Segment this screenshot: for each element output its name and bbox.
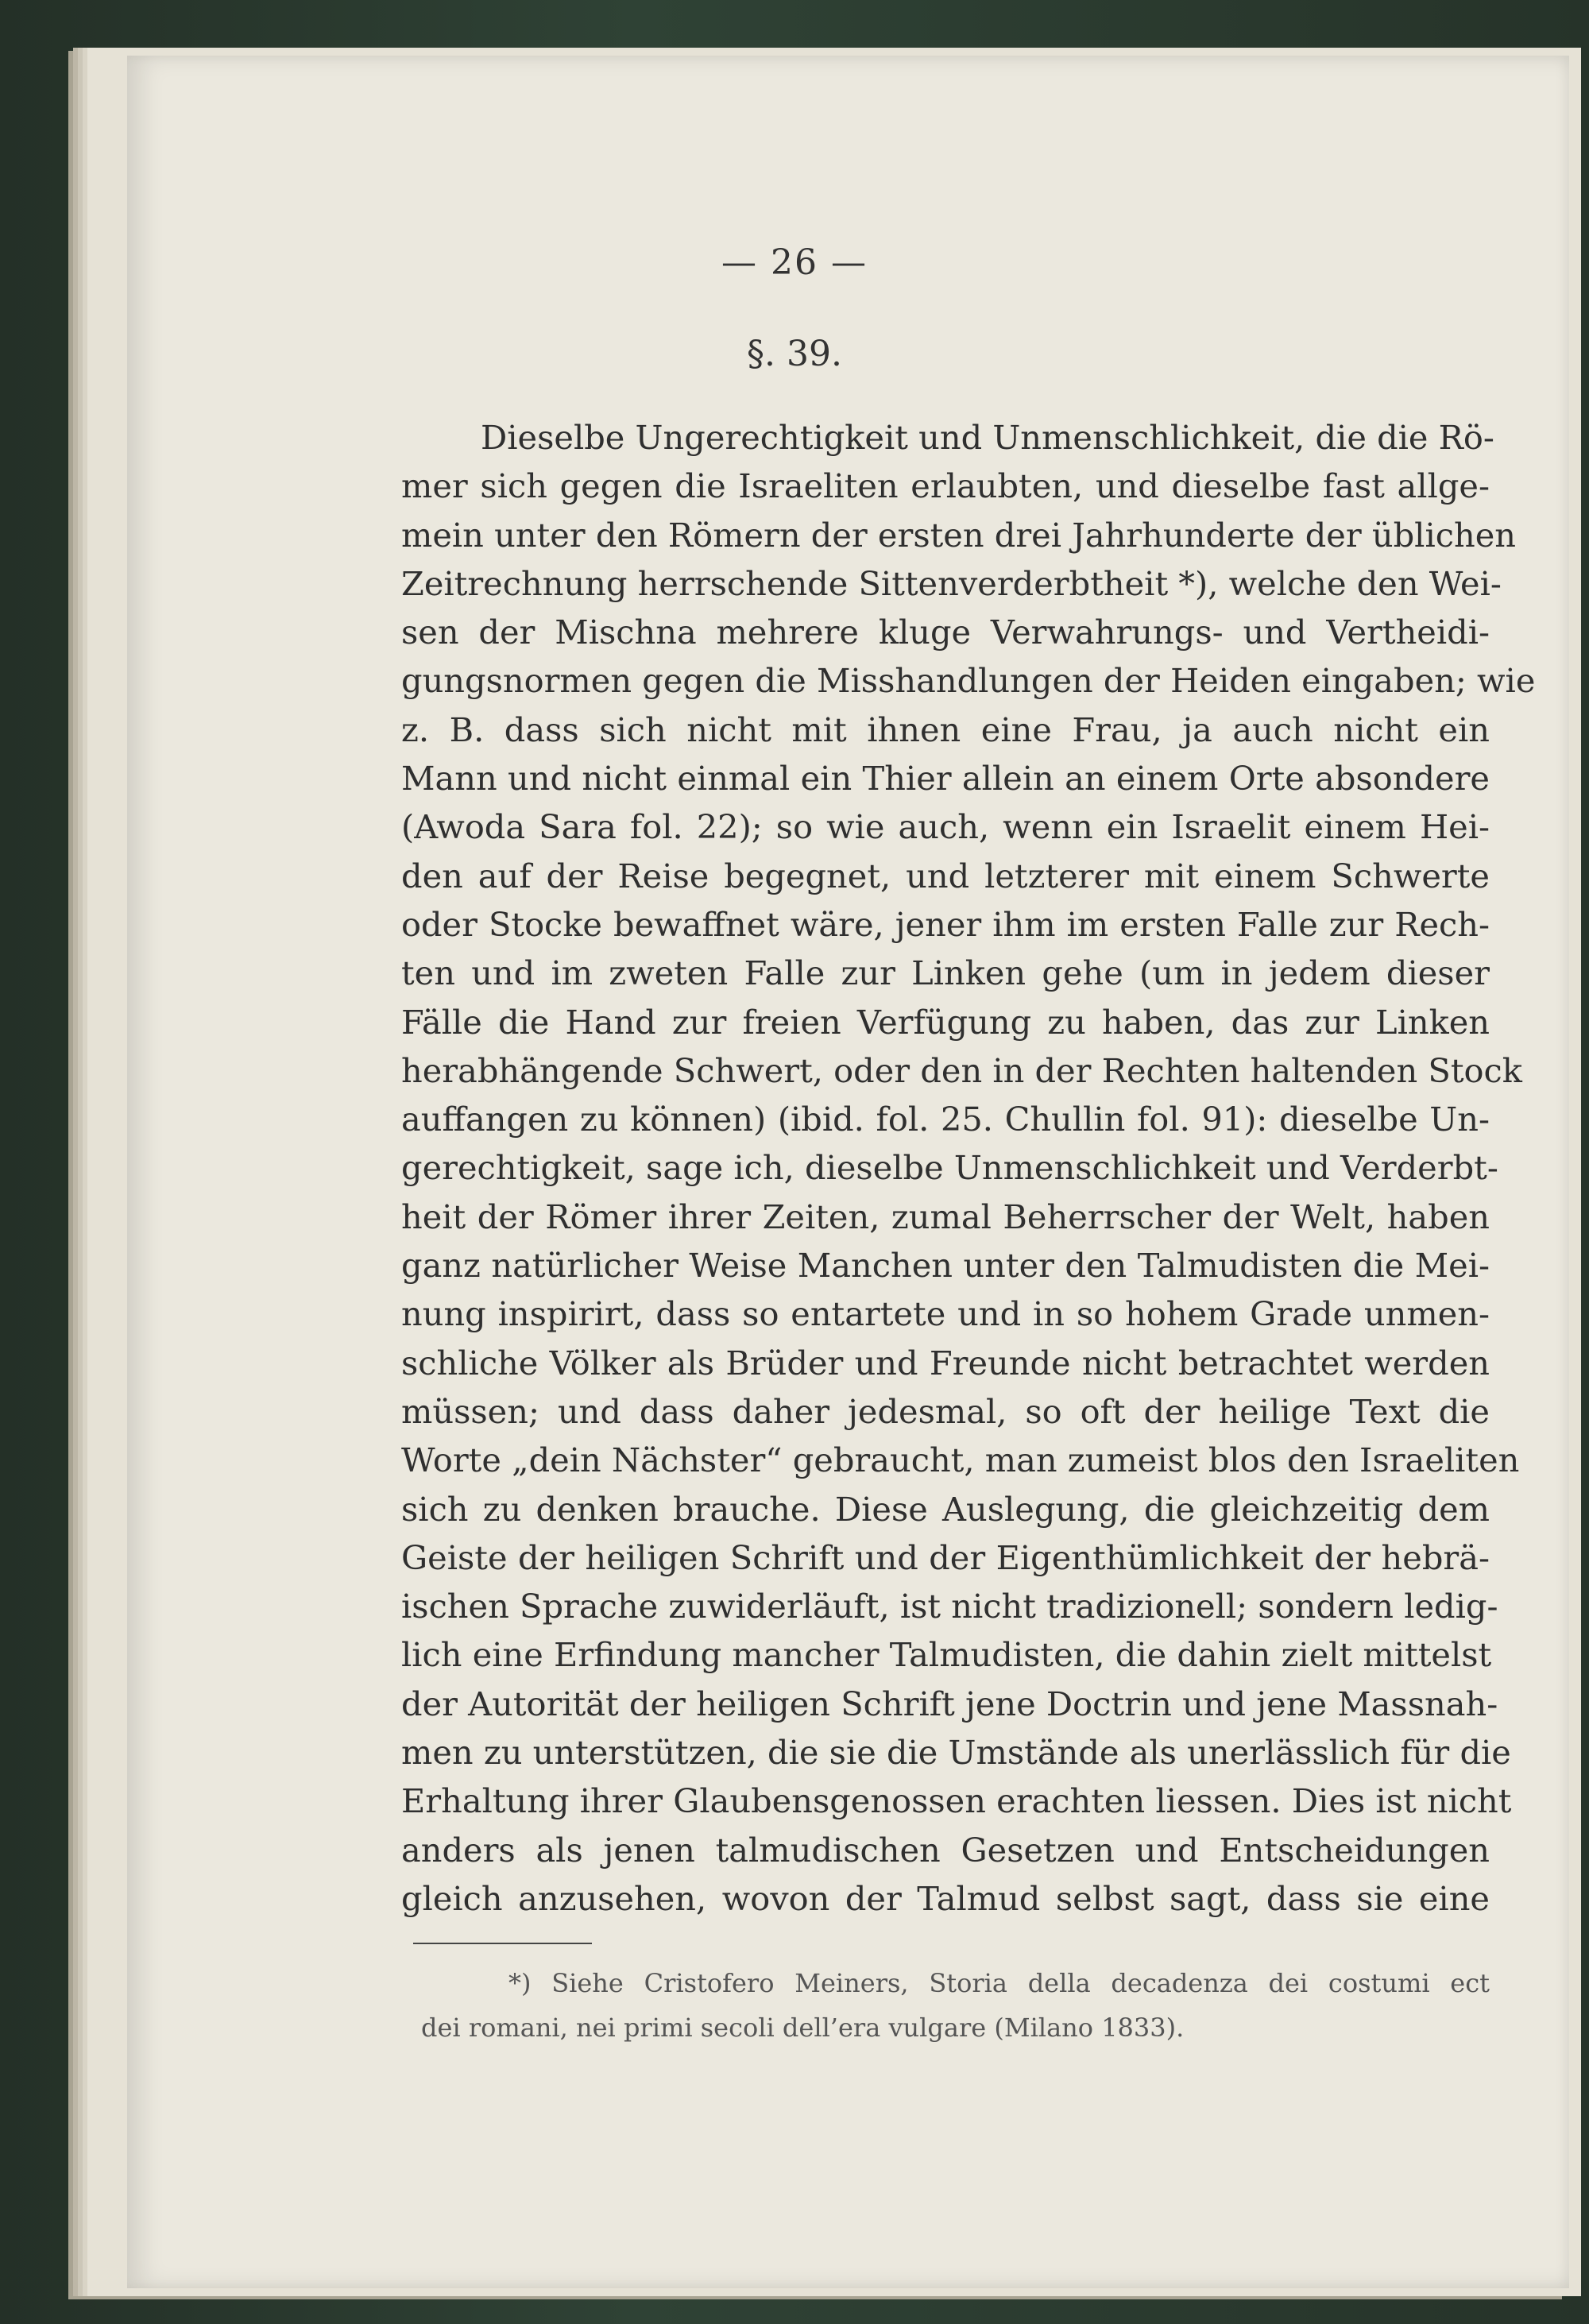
text-line: müssen; und dass daher jedesmal, so oft der heilige Text die [401, 1391, 1490, 1431]
footnote-line: *) Siehe Cristofero Meiners, Storia della decadenza dei costumi ect [508, 1968, 1490, 1998]
text-line: oder Stocke bewaffnet wäre, jener ihm im ersten Falle zur Rech- [401, 904, 1490, 944]
section-heading: §. 39. [747, 334, 842, 374]
text-line: gerechtigkeit, sage ich, dieselbe Unmenschlichkeit und Verderbt- [401, 1148, 1498, 1188]
text-line: (Awoda Sara fol. 22); so wie auch, wenn ein Israelit einem Hei- [401, 807, 1490, 847]
text-line: sich zu denken brauche. Diese Auslegung, die gleichzeitig dem [401, 1489, 1490, 1529]
text-line: Erhaltung ihrer Glaubensgenossen erachten liessen. Dies ist nicht [401, 1781, 1512, 1821]
text-line: sen der Mischna mehrere kluge Verwahrungs- und Vertheidi- [401, 613, 1490, 652]
page-number: — 26 — [721, 242, 868, 283]
footnotes [421, 1961, 1490, 2050]
text-line: Zeitrechnung herrschende Sittenverderbtheit *), welche den Wei- [401, 563, 1502, 603]
text-line: mer sich gegen die Israeliten erlaubten, und dieselbe fast allge- [401, 466, 1490, 506]
text-line: Dieselbe Ungerechtigkeit und Unmenschlichkeit, die die Rö- [481, 418, 1494, 457]
text-line: anders als jenen talmudischen Gesetzen und Entscheidungen [401, 1830, 1490, 1870]
text-line: den auf der Reise begegnet, und letzterer mit einem Schwerte [401, 856, 1490, 895]
body-text [401, 413, 1536, 1923]
text-line: gungsnormen gegen die Misshandlungen der Heiden eingaben; wie [401, 661, 1536, 701]
text-line: der Autorität der heiligen Schrift jene Doctrin und jene Massnah- [401, 1684, 1498, 1723]
text-line: auffangen zu können) (ibid. fol. 25. Chullin fol. 91): dieselbe Un- [401, 1100, 1490, 1139]
text-line: mein unter den Römern der ersten drei Jahrhunderte der üblichen [401, 515, 1516, 555]
text-line: Mann und nicht einmal ein Thier allein an einem Orte absondere [401, 759, 1490, 799]
text-line: ten und im zweten Falle zur Linken gehe (um in jedem dieser [401, 953, 1490, 993]
footnote-divider [413, 1943, 592, 1944]
text-line: ganz natürlicher Weise Manchen unter den Talmudisten die Mei- [401, 1246, 1490, 1286]
text-line: schliche Völker als Brüder und Freunde nicht betrachtet werden [401, 1343, 1490, 1382]
text-line: z. B. dass sich nicht mit ihnen eine Frau, ja auch nicht ein [401, 710, 1490, 749]
text-line: Fälle die Hand zur freien Verfügung zu haben, das zur Linken [401, 1002, 1490, 1042]
text-line: Worte „dein Nächster“ gebraucht, man zumeist blos den Israeliten [401, 1440, 1520, 1480]
text-line: men zu unterstützen, die sie die Umstände als unerlässlich für die [401, 1733, 1511, 1773]
text-line: lich eine Erfindung mancher Talmudisten, die dahin zielt mittelst [401, 1635, 1492, 1675]
text-line: herabhängende Schwert, oder den in der Rechten haltenden Stock [401, 1050, 1522, 1090]
text-line: heit der Römer ihrer Zeiten, zumal Beherrscher der Welt, haben [401, 1197, 1490, 1236]
text-line: nung inspirirt, dass so entartete und in so hohem Grade unmen- [401, 1294, 1490, 1334]
text-line: gleich anzusehen, wovon der Talmud selbst sagt, dass sie eine [401, 1878, 1490, 1918]
text-line: ischen Sprache zuwiderläuft, ist nicht tradizionell; sondern ledig- [401, 1587, 1498, 1626]
text-line: Geiste der heiligen Schrift und der Eigenthümlichkeit der hebrä- [401, 1537, 1490, 1577]
footnote-line: dei romani, nei primi secoli dell’era vulgare (Milano 1833). [421, 2013, 1185, 2043]
